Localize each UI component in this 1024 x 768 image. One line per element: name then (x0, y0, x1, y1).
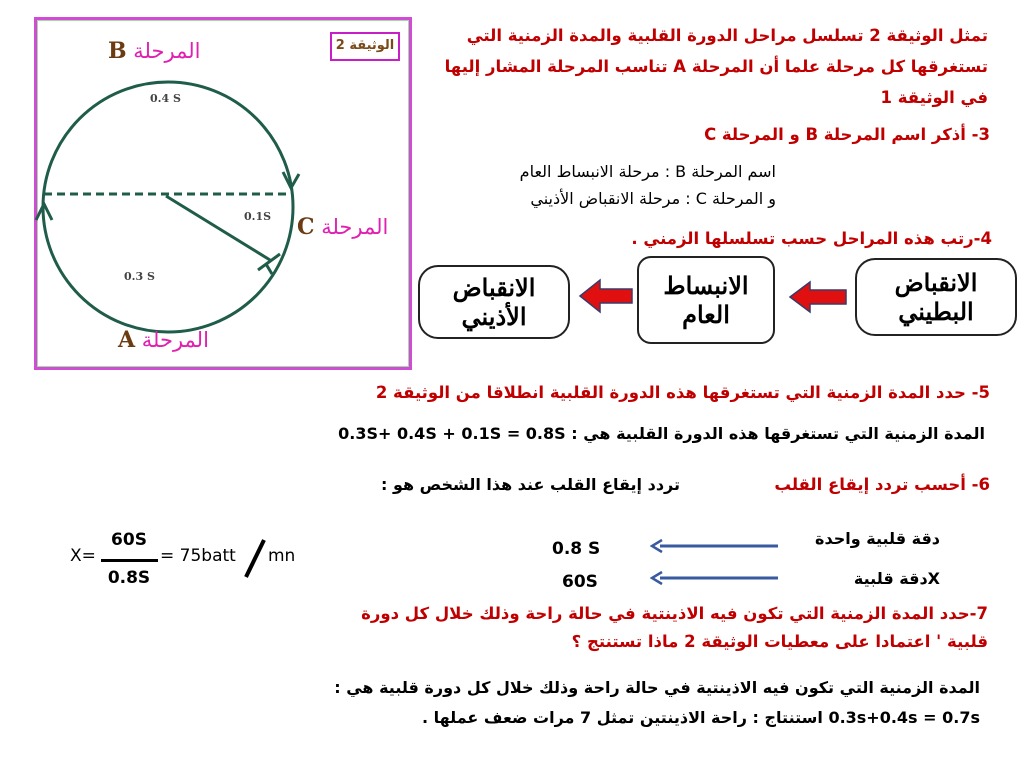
label-one-beat: دقة قلبية واحدة (815, 529, 940, 548)
answer-5: المدة الزمنية التي تستغرقها هذه الدورة القلبية هي : 0.3S+ 0.4S + 0.1S = 0.8S (338, 424, 985, 443)
left-arrow-icon (578, 278, 634, 314)
phase-b-label: المرحلة B (108, 38, 201, 64)
phase-b-duration: 0.4 S (150, 92, 181, 105)
phase-c-duration: 0.1S (244, 210, 272, 223)
equation-result: = 75batt (160, 546, 236, 566)
answer-3-phase-c: و المرحلة C : مرحلة الانقباض الأذيني (530, 189, 776, 208)
answer-7 (290, 673, 980, 733)
equation-numerator: 60S (111, 530, 147, 550)
question-3: 3- أذكر اسم المرحلة B و المرحلة C (704, 125, 990, 144)
cycle-circle (43, 82, 293, 332)
question-6-subtext: تردد إيقاع القلب عند هذا الشخص هو : (381, 475, 680, 494)
equation-x: X= (70, 546, 96, 566)
document-label: الوثيقة 2 (330, 32, 400, 61)
value-minute-duration: 60S (562, 572, 598, 592)
value-one-beat-duration: 0.8 S (552, 539, 601, 559)
phase-a-duration: 0.3 S (124, 270, 155, 283)
question-7: 7-حدد المدة الزمنية التي تكون فيه الاذينتية في حالة راحة وذلك خلال كل دورة قلبية ' اعتمادا على معطيات الوثيقة 2 ماذا تستنتج ؟ (361, 604, 988, 651)
arrowhead-bottom (266, 264, 272, 274)
question-4: 4-رتب هذه المراحل حسب تسلسلها الزمني . (631, 229, 992, 248)
fraction-bar (101, 559, 158, 562)
arrow-left-icon (650, 570, 780, 586)
left-arrow-icon (788, 280, 848, 314)
answer-3 (400, 158, 776, 212)
equation-unit: mn (268, 546, 296, 566)
answer-7-line-1: المدة الزمنية التي تكون فيه الاذينتية في حالة راحة وذلك خلال كل دورة قلبية هي : (334, 678, 980, 697)
sequence-box-atrial-contraction: الانقباض الأذيني (418, 265, 570, 339)
question-6: 6- أحسب تردد إيقاع القلب (774, 475, 990, 494)
slash-icon (242, 537, 268, 581)
arrow-left-icon (650, 538, 780, 554)
phase-c-label: المرحلة C (297, 214, 389, 240)
question-5: 5- حدد المدة الزمنية التي تستغرقها هذه الدورة القلبية انطلاقا من الوثيقة 2 (375, 383, 990, 402)
radial-divider (166, 196, 270, 260)
sequence-box-ventricular-contraction: الانقباض البطيني (855, 258, 1017, 336)
answer-3-phase-b: اسم المرحلة B : مرحلة الانبساط العام (519, 162, 776, 181)
phase-a-label: المرحلة A (118, 327, 209, 353)
sequence-box-general-relaxation: الانبساط العام (637, 256, 775, 344)
intro-paragraph: تمثل الوثيقة 2 تسلسل مراحل الدورة القلبية والمدة الزمنية التي تستغرقها كل مرحلة علما أن المرحلة A تناسب المرحلة المشار إليها في الوثيقة 1 (444, 26, 988, 107)
cardiac-cycle-diagram (0, 0, 420, 380)
equation-denominator: 0.8S (107, 568, 151, 588)
answer-7-line-2: 0.3s+0.4s = 0.7s استنتاج : راحة الاذينتين تمثل 7 مرات ضعف عملها . (421, 708, 980, 727)
label-x-beats: Xدقة قلبية (853, 569, 940, 588)
